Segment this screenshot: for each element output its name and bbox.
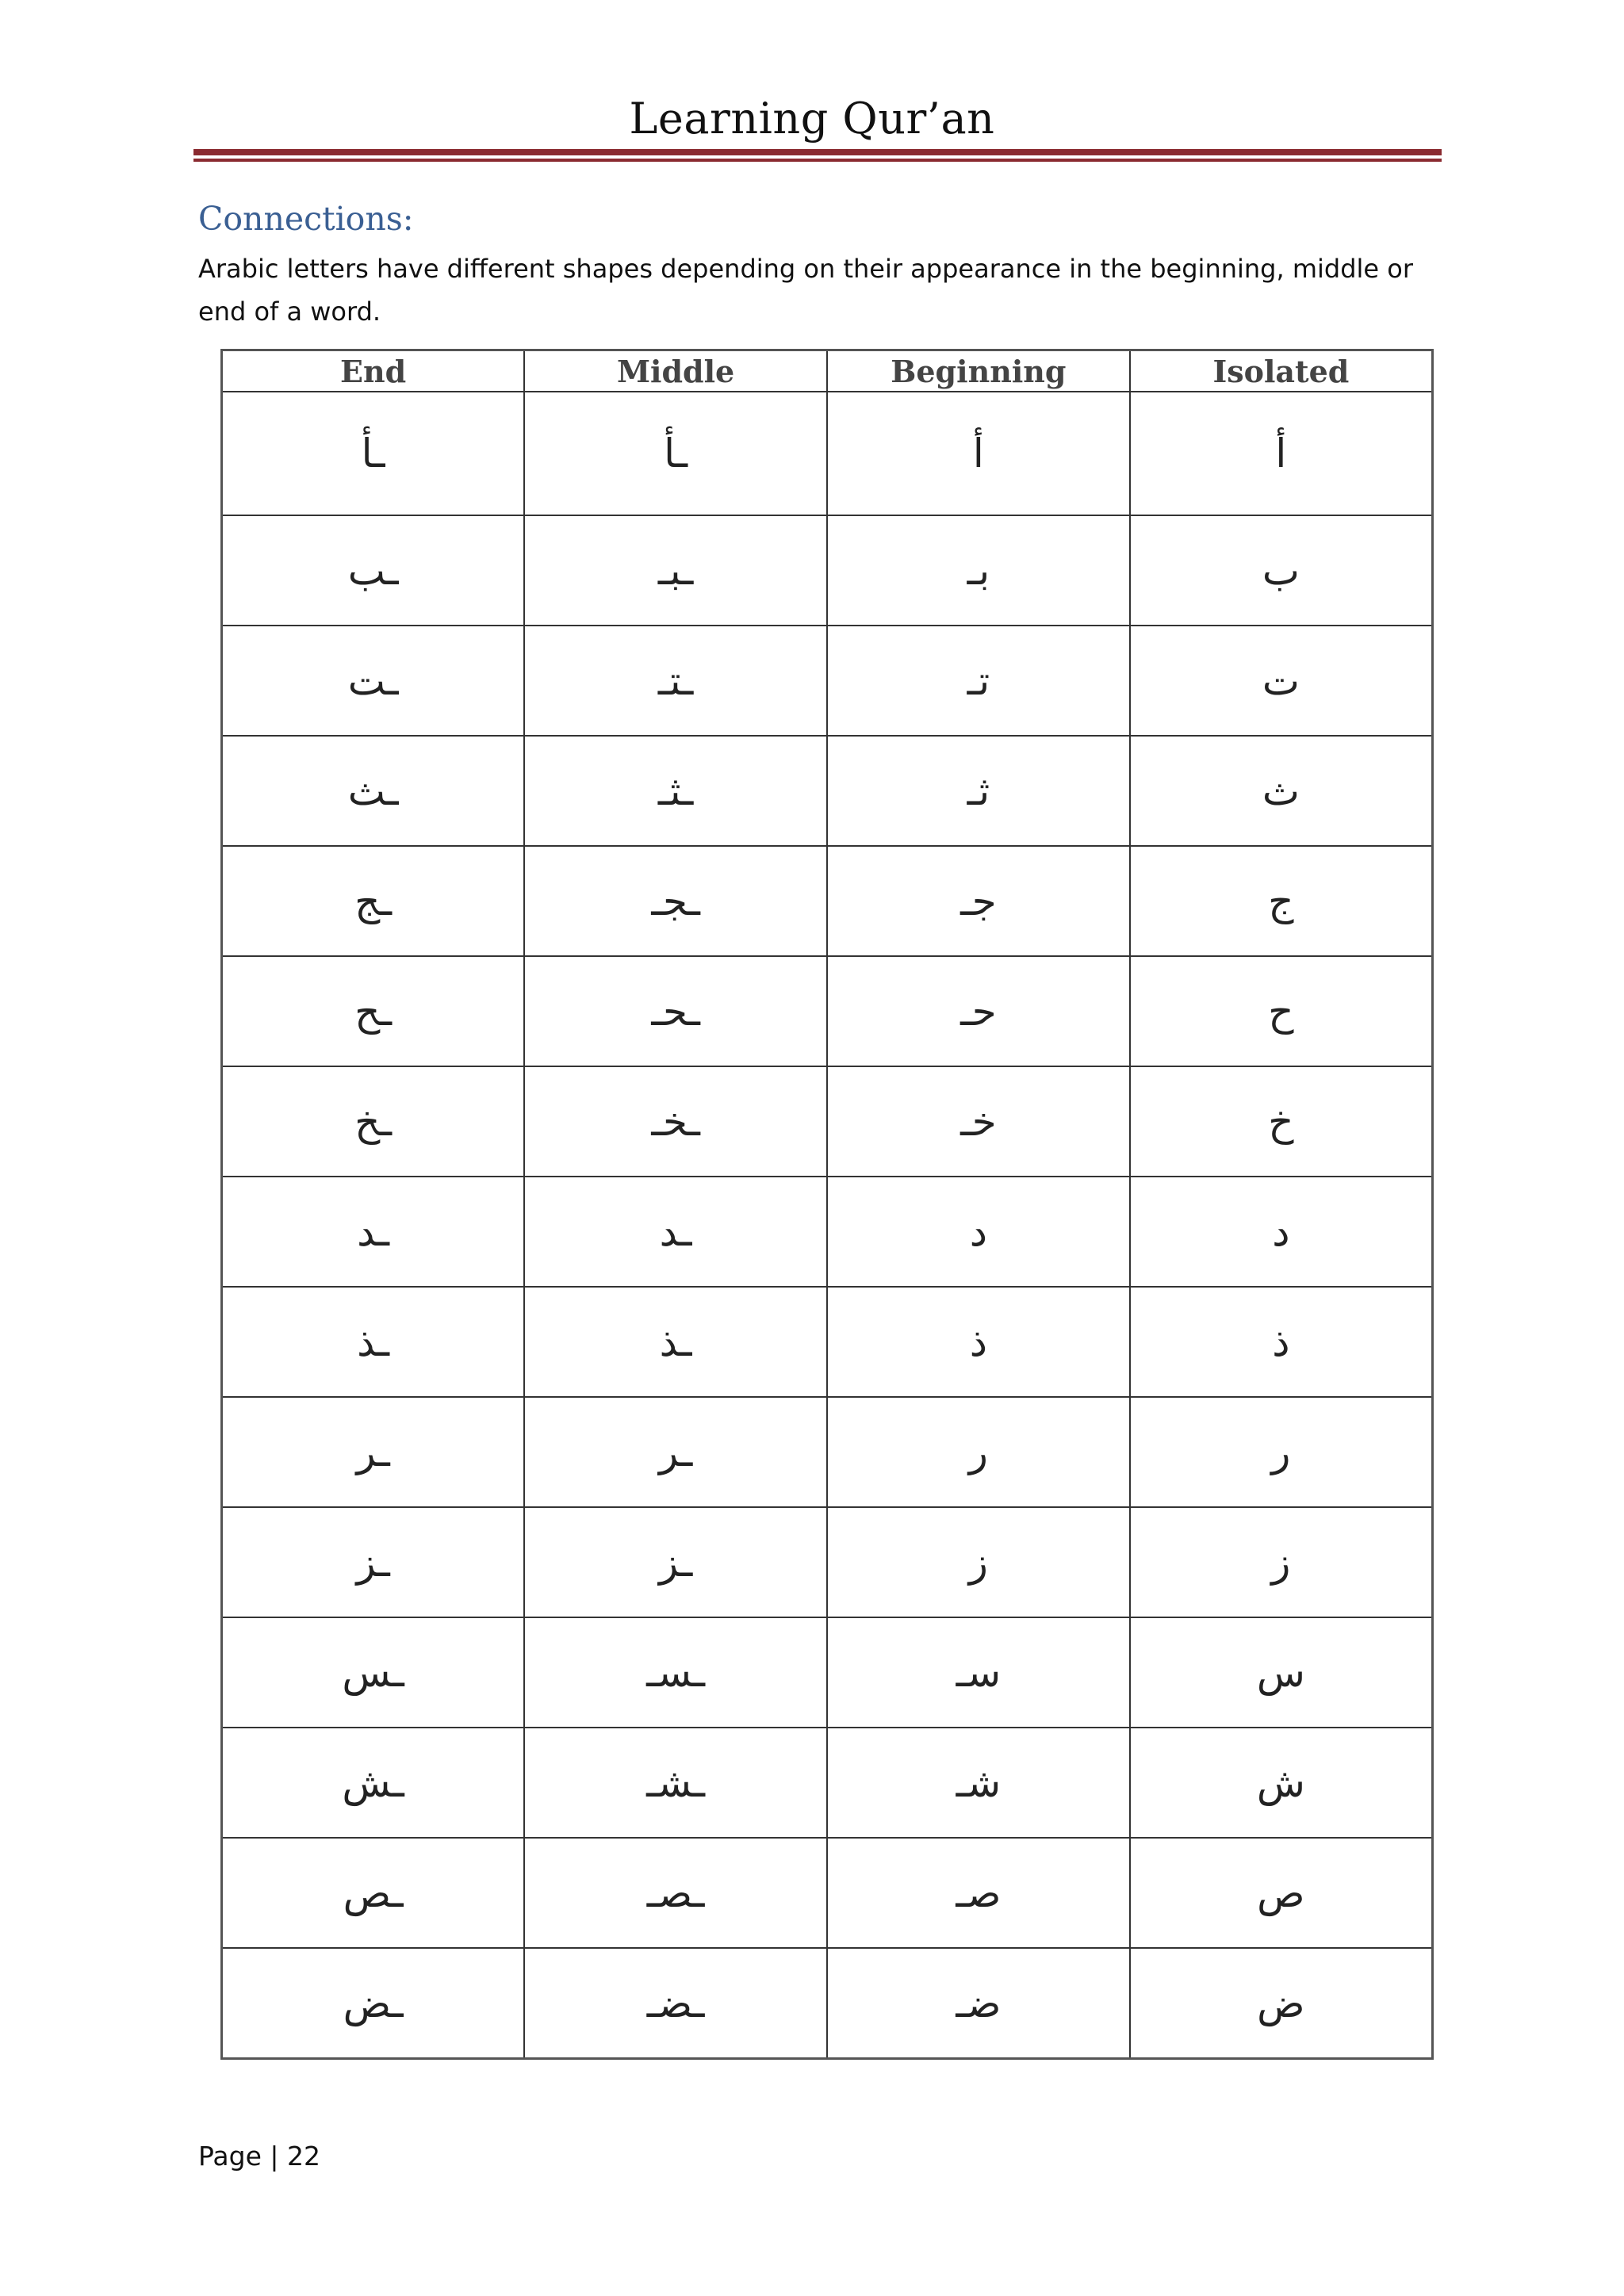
letter-forms-table	[220, 349, 1434, 2060]
letter-cell-beginning: بـ	[827, 515, 1130, 626]
letter-cell-middle: ـأ	[524, 392, 827, 515]
letter-cell-middle: ـشـ	[524, 1728, 827, 1838]
table-row	[222, 1287, 1433, 1397]
header-rule-thick	[193, 149, 1442, 155]
table-row	[222, 846, 1433, 956]
letter-cell-beginning: تـ	[827, 626, 1130, 736]
letter-cell-middle: ـر	[524, 1397, 827, 1507]
letter-cell-isolated: ر	[1130, 1397, 1433, 1507]
column-header-beginning: Beginning	[827, 350, 1130, 392]
page-header-title: Learning Qur’an	[629, 94, 995, 144]
letter-cell-end: ـض	[222, 1948, 525, 2059]
column-header-middle: Middle	[524, 350, 827, 392]
letter-cell-beginning: ضـ	[827, 1948, 1130, 2059]
page-number: Page | 22	[198, 2141, 320, 2172]
letter-cell-middle: ـصـ	[524, 1838, 827, 1948]
table-row	[222, 1728, 1433, 1838]
letter-cell-middle: ـخـ	[524, 1066, 827, 1177]
letter-cell-isolated: ح	[1130, 956, 1433, 1066]
letter-cell-isolated: ز	[1130, 1507, 1433, 1617]
letter-cell-isolated: ت	[1130, 626, 1433, 736]
letter-cell-middle: ـذ	[524, 1287, 827, 1397]
letter-cell-isolated: ص	[1130, 1838, 1433, 1948]
letter-cell-end: ـج	[222, 846, 525, 956]
letter-cell-end: ـص	[222, 1838, 525, 1948]
letter-cell-beginning: ذ	[827, 1287, 1130, 1397]
letter-cell-end: ـح	[222, 956, 525, 1066]
letter-cell-middle: ـثـ	[524, 736, 827, 846]
letter-cell-isolated: ذ	[1130, 1287, 1433, 1397]
letter-cell-beginning: أ	[827, 392, 1130, 515]
letter-cell-isolated: ض	[1130, 1948, 1433, 2059]
letter-cell-isolated: ج	[1130, 846, 1433, 956]
letter-cell-beginning: ثـ	[827, 736, 1130, 846]
letter-cell-end: ـش	[222, 1728, 525, 1838]
letter-cell-isolated: د	[1130, 1177, 1433, 1287]
letter-cell-middle: ـحـ	[524, 956, 827, 1066]
table-row	[222, 1838, 1433, 1948]
letter-cell-beginning: شـ	[827, 1728, 1130, 1838]
letter-cell-middle: ـضـ	[524, 1948, 827, 2059]
header-rule-thin	[193, 159, 1442, 162]
table-row	[222, 515, 1433, 626]
table-row	[222, 392, 1433, 515]
letter-cell-isolated: أ	[1130, 392, 1433, 515]
letter-cell-end: ـأ	[222, 392, 525, 515]
letter-cell-beginning: د	[827, 1177, 1130, 1287]
table-row	[222, 1177, 1433, 1287]
letter-cell-end: ـز	[222, 1507, 525, 1617]
letter-cell-beginning: خـ	[827, 1066, 1130, 1177]
table-row	[222, 1507, 1433, 1617]
letter-cell-middle: ـسـ	[524, 1617, 827, 1728]
section-heading: Connections:	[198, 200, 414, 238]
table-row	[222, 1948, 1433, 2059]
letter-cell-middle: ـبـ	[524, 515, 827, 626]
letter-cell-middle: ـجـ	[524, 846, 827, 956]
column-header-end: End	[222, 350, 525, 392]
letter-cell-end: ـخ	[222, 1066, 525, 1177]
letter-cell-middle: ـتـ	[524, 626, 827, 736]
table-header-row	[222, 350, 1433, 392]
letter-cell-beginning: حـ	[827, 956, 1130, 1066]
intro-paragraph: Arabic letters have different shapes depending on their appearance in the beginning, middle or end of a word.	[198, 254, 1413, 327]
letter-cell-middle: ـد	[524, 1177, 827, 1287]
letter-cell-beginning: سـ	[827, 1617, 1130, 1728]
letter-cell-end: ـث	[222, 736, 525, 846]
letter-cell-isolated: ث	[1130, 736, 1433, 846]
table-row	[222, 1066, 1433, 1177]
letter-cell-end: ـت	[222, 626, 525, 736]
table-row	[222, 626, 1433, 736]
table-row	[222, 1617, 1433, 1728]
letter-cell-isolated: س	[1130, 1617, 1433, 1728]
letter-cell-beginning: ر	[827, 1397, 1130, 1507]
letter-cell-isolated: خ	[1130, 1066, 1433, 1177]
column-header-isolated: Isolated	[1130, 350, 1433, 392]
letter-cell-end: ـذ	[222, 1287, 525, 1397]
letter-cell-end: ـس	[222, 1617, 525, 1728]
table-row	[222, 956, 1433, 1066]
letter-cell-beginning: ز	[827, 1507, 1130, 1617]
letter-cell-isolated: ب	[1130, 515, 1433, 626]
letter-cell-beginning: صـ	[827, 1838, 1130, 1948]
letter-cell-beginning: جـ	[827, 846, 1130, 956]
letter-cell-isolated: ش	[1130, 1728, 1433, 1838]
table-row	[222, 736, 1433, 846]
letter-cell-end: ـب	[222, 515, 525, 626]
table-row	[222, 1397, 1433, 1507]
letter-cell-end: ـد	[222, 1177, 525, 1287]
letter-cell-middle: ـز	[524, 1507, 827, 1617]
letter-cell-end: ـر	[222, 1397, 525, 1507]
